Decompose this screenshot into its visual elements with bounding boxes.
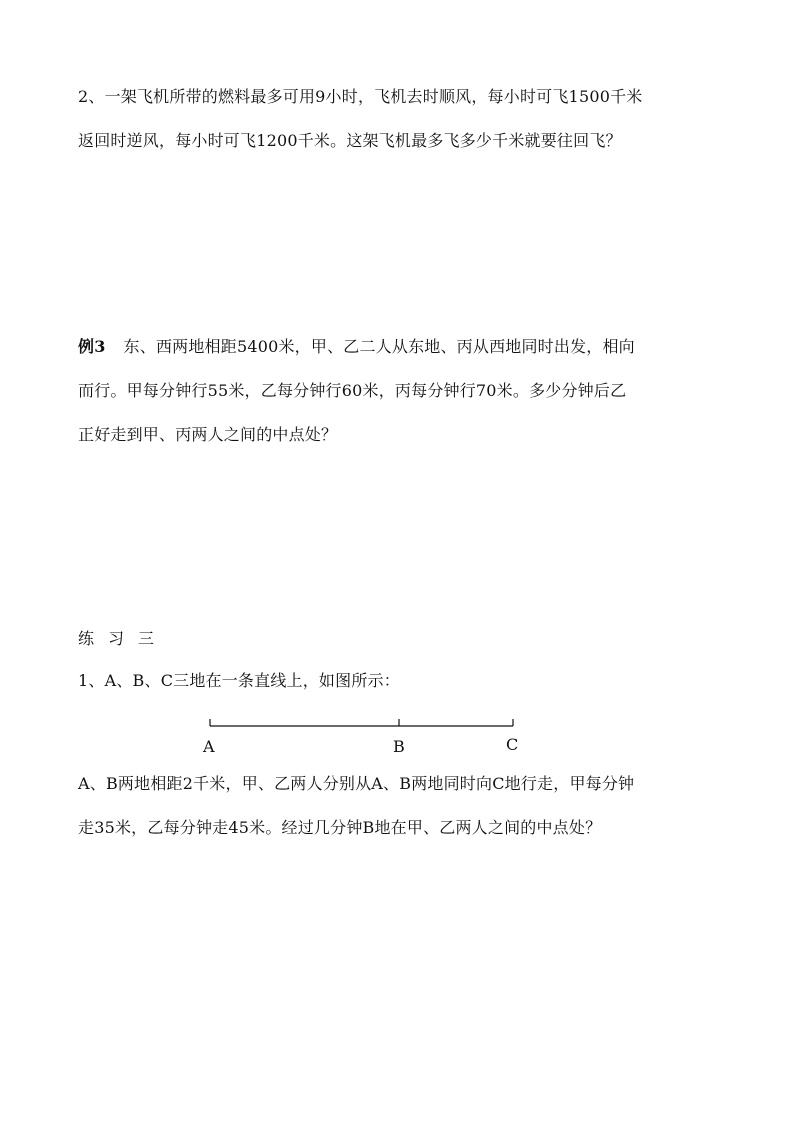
exercise-3-question-1-intro: 1、A、B、C三地在一条直线上，如图所示：: [78, 671, 400, 690]
problem-2-line-2: 返回时逆风，每小时可飞1200千米。这架飞机最多飞多少千米就要往回飞？: [78, 131, 622, 150]
example-3-line-3: 正好走到甲、丙两人之间的中点处？: [78, 425, 338, 444]
point-a-label: A: [203, 737, 215, 756]
point-c-label: C: [506, 735, 519, 754]
problem-2-line-1: 2、一架飞机所带的燃料最多可用9小时，飞机去时顺风，每小时可飞1500千米: [78, 87, 643, 106]
point-b-label: B: [393, 737, 405, 756]
exercise-3-question-1-line-1: A、B两地相距2千米，甲、乙两人分别从A、B两地同时向C地行走，甲每分钟: [78, 774, 635, 793]
example-3-line-2: 而行。甲每分钟行55米，乙每分钟行60米，丙每分钟行70米。多少分钟后乙: [78, 381, 627, 400]
example-3-text-1: 东、西两地相距5400米，甲、乙二人从东地、丙从西地同时出发，相向: [123, 337, 635, 356]
example-3-line-1: [78, 336, 635, 358]
example-3-label: 例3: [78, 337, 106, 356]
exercise-3-question-1-line-2: 走35米，乙每分钟走45米。经过几分钟B地在甲、乙两人之间的中点处？: [78, 818, 602, 837]
abc-line-diagram: [190, 710, 530, 760]
exercise-3-title: 练习三: [78, 629, 169, 648]
